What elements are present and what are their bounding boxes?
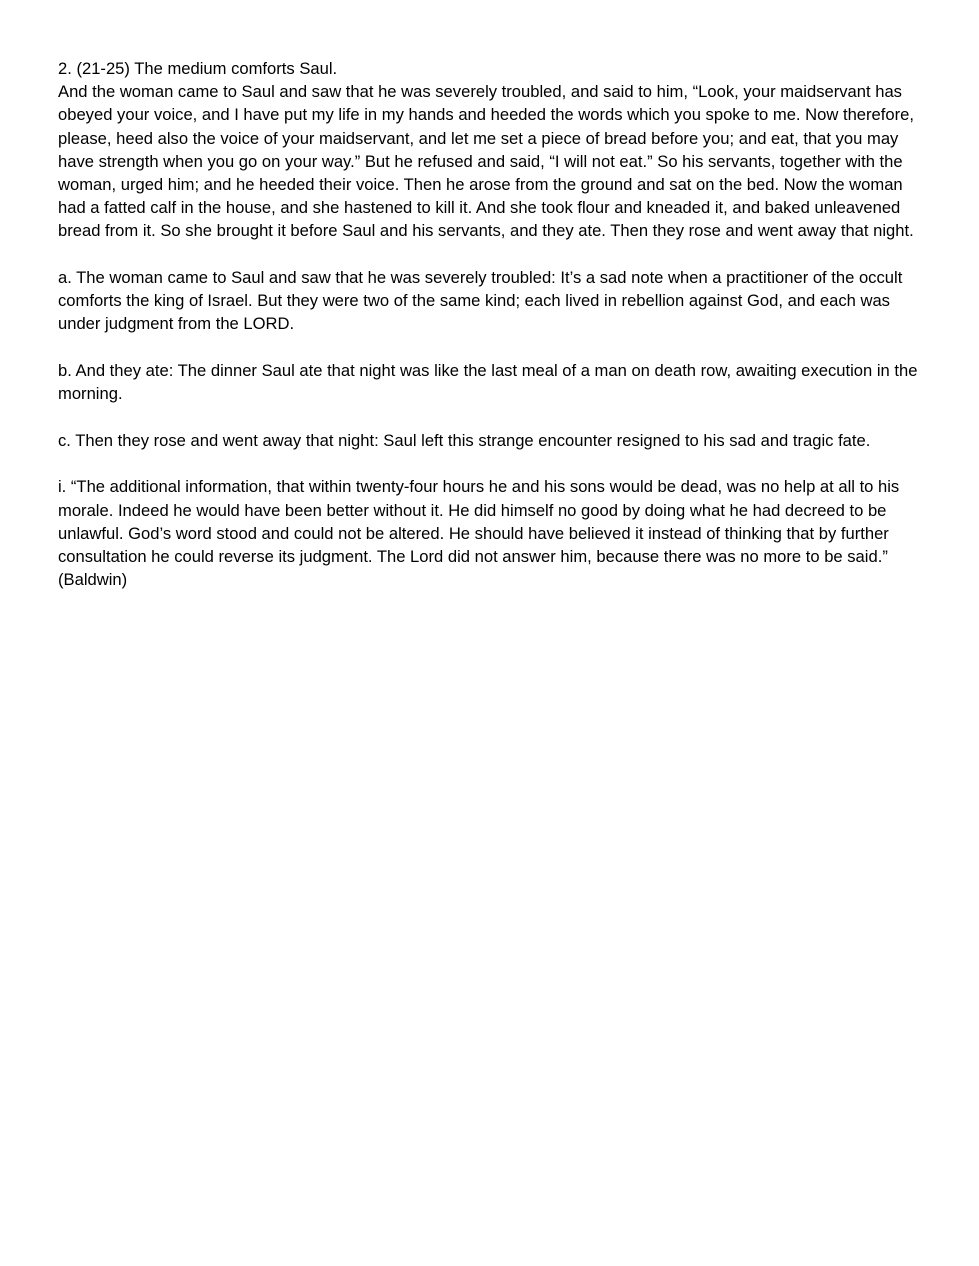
- scripture-passage: And the woman came to Saul and saw that he was severely troubled, and said to him, “Look, your maidservant has obeyed your voice, and I have put my life in my hands and heeded the words which you spoke to me. Now therefore, please, heed also the voice of your maidservant, and let me set a piece of bread before you; and eat, that you may have strength when you go on your way.” But he refused and said, “I will not eat.” So his servants, together with the woman, urged him; and he heeded their voice. Then he arose from the ground and sat on the bed. Now the woman had a fatted calf in the house, and she hastened to kill it. And she took flour and kneaded it, and baked unleavened bread from it. So she brought it before Saul and his servants, and they ate. Then they rose and went away that night.: [58, 82, 914, 241]
- commentary-point-a: a. The woman came to Saul and saw that he was severely troubled: It’s a sad note when a practitioner of the occult comforts the king of Israel. But they were two of the same kind; each lived in rebellion against God, and each was under judgment from the LORD.: [58, 268, 903, 334]
- commentary-point-i-quote: i. “The additional information, that within twenty-four hours he and his sons would be dead, was no help at all to his morale. Indeed he would have been better without it. He did himself no good by doing what he had decreed to be unlawful. God’s word stood and could not be altered. He should have believed it instead of thinking that by further consultation he could reverse its judgment. The Lord did not answer him, because there was no more to be said.” (Baldwin): [58, 477, 900, 590]
- commentary-point-c: c. Then they rose and went away that night: Saul left this strange encounter resigned to his sad and tragic fate.: [58, 430, 871, 450]
- commentary-point-b: b. And they ate: The dinner Saul ate that night was like the last meal of a man on death row, awaiting execution in the morning.: [58, 361, 918, 404]
- section-heading: 2. (21-25) The medium comforts Saul.: [58, 59, 338, 78]
- document-page: [58, 57, 924, 591]
